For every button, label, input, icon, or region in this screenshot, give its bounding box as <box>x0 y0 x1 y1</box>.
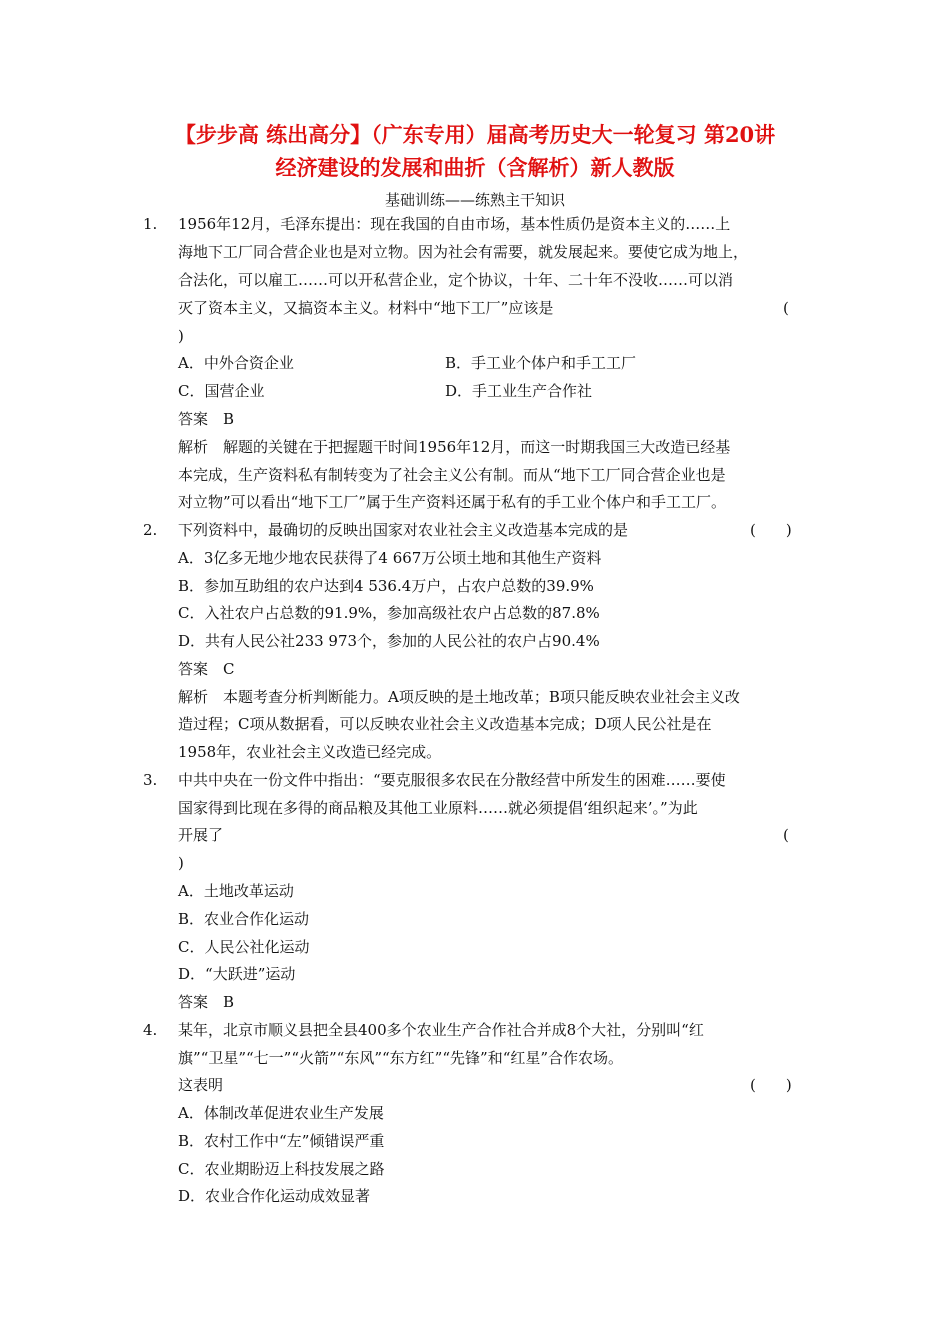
question-stem-line: 这表明 <box>178 1076 224 1094</box>
answer: 答案 B <box>178 993 235 1011</box>
option-d: D．手工业生产合作社 <box>445 382 593 400</box>
option-b: B．农业合作化运动 <box>178 910 310 928</box>
document-title-line-2: 经济建设的发展和曲折（含解析）新人教版 <box>275 155 675 180</box>
answer-blank-open: ( <box>783 826 789 844</box>
question-number: 1. <box>143 215 158 233</box>
answer-blank: ( ) <box>750 1076 792 1094</box>
question-stem-line: 下列资料中，最确切的反映出国家对农业社会主义改造基本完成的是 <box>178 521 629 539</box>
answer: 答案 B <box>178 410 235 428</box>
question-stem-line: 灭了资本主义，又搞资本主义。材料中“地下工厂”应该是 <box>178 299 554 317</box>
option-c: C．入社农户占总数的91.9%，参加高级社农户占总数的87.8% <box>178 604 600 622</box>
option-d: D．共有人民公社233 973个，参加的人民公社的农户占90.4% <box>178 632 600 650</box>
question-stem-line: 某年，北京市顺义县把全县400多个农业生产合作社合并成8个大社，分别叫“红 <box>178 1021 704 1039</box>
analysis-line: 本完成，生产资料私有制转变为了社会主义公有制。而从“地下工厂同合营企业也是 <box>178 466 726 484</box>
option-c: C．人民公社化运动 <box>178 938 310 956</box>
question-stem-line: 国家得到比现在多得的商品粮及其他工业原料……就必须提倡‘组织起来’。”为此 <box>178 799 698 817</box>
option-b: B．参加互助组的农户达到4 536.4万户，占农户总数的39.9% <box>178 577 594 595</box>
analysis-line: 造过程；C项从数据看，可以反映农业社会主义改造基本完成；D项人民公社是在 <box>178 715 712 733</box>
question-number: 4. <box>143 1021 158 1039</box>
question-stem-line: 合法化，可以雇工……可以开私营企业，定个协议，十年、二十年不没收……可以消 <box>178 271 734 289</box>
answer-blank-open: ( <box>783 299 789 317</box>
option-d: D．“大跃进”运动 <box>178 965 296 983</box>
answer: 答案 C <box>178 660 235 678</box>
option-b: B．手工业个体户和手工工厂 <box>445 354 637 372</box>
option-a: A．3亿多无地少地农民获得了4 667万公顷土地和其他生产资料 <box>178 549 602 567</box>
analysis-line: 解析 本题考查分析判断能力。A项反映的是土地改革；B项只能反映农业社会主义改 <box>178 688 740 706</box>
question-stem-line: 1956年12月，毛泽东提出：现在我国的自由市场，基本性质仍是资本主义的……上 <box>178 215 731 233</box>
answer-blank: ( ) <box>750 521 792 539</box>
option-c: C．国营企业 <box>178 382 265 400</box>
question-stem-line: 海地下工厂同合营企业也是对立物。因为社会有需要，就发展起来。要使它成为地上， <box>178 243 749 261</box>
option-a: A．中外合资企业 <box>178 354 294 372</box>
section-heading: 基础训练——练熟主干知识 <box>384 191 565 209</box>
analysis-line: 解析 解题的关键在于把握题干时间1956年12月，而这一时期我国三大改造已经基 <box>178 438 731 456</box>
option-b: B．农村工作中“左”倾错误严重 <box>178 1132 385 1150</box>
question-stem-line: 开展了 <box>178 826 224 844</box>
answer-blank-close: ) <box>178 327 184 345</box>
document-title-line-1: 【步步高 练出高分】（广东专用）届高考历史大一轮复习 第20讲 <box>174 122 776 147</box>
question-stem-line: 旗”“卫星”“七一”“火箭”“东风”“东方红”“先锋”和“红星”合作农场。 <box>178 1049 624 1067</box>
question-number: 3. <box>143 771 158 789</box>
option-c: C．农业期盼迈上科技发展之路 <box>178 1160 385 1178</box>
answer-blank-close: ) <box>178 854 184 872</box>
analysis-line: 1958年，农业社会主义改造已经完成。 <box>178 743 442 761</box>
analysis-line: 对立物”可以看出“地下工厂”属于生产资料还属于私有的手工业个体户和手工工厂。 <box>178 493 727 511</box>
question-stem-line: 中共中央在一份文件中指出：“要克服很多农民在分散经营中所发生的困难……要使 <box>178 771 726 789</box>
question-number: 2. <box>143 521 158 539</box>
option-a: A．体制改革促进农业生产发展 <box>178 1104 384 1122</box>
option-d: D．农业合作化运动成效显著 <box>178 1187 371 1205</box>
option-a: A．土地改革运动 <box>178 882 294 900</box>
